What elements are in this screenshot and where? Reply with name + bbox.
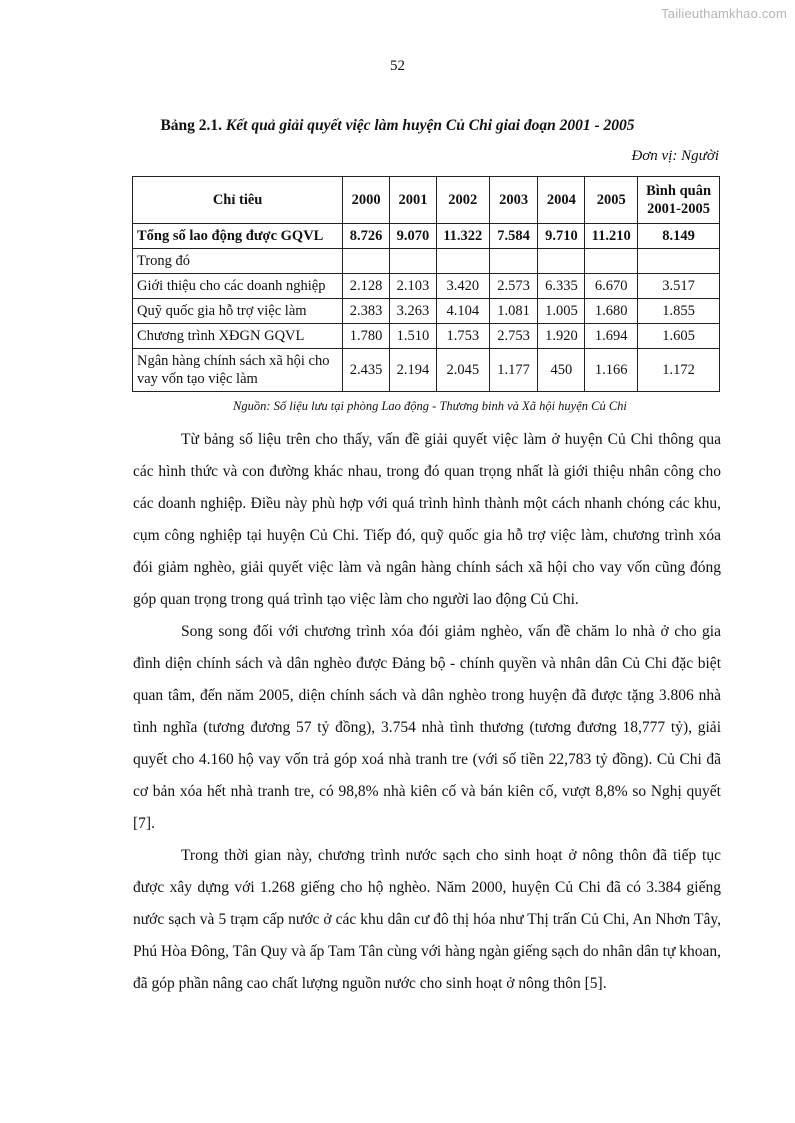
- cell: 1.081: [489, 299, 538, 324]
- body-text: [133, 424, 721, 1000]
- cell: 2.128: [343, 274, 390, 299]
- cell: 450: [538, 349, 585, 392]
- cell: 2.045: [436, 349, 489, 392]
- row-label: Giới thiệu cho các doanh nghiệp: [133, 274, 343, 299]
- cell: 1.920: [538, 324, 585, 349]
- cell: [638, 249, 720, 274]
- cell: [489, 249, 538, 274]
- cell: 2.753: [489, 324, 538, 349]
- header-average: Bình quân 2001-2005: [638, 177, 720, 224]
- cell: [343, 249, 390, 274]
- row-label: Quỹ quốc gia hỗ trợ việc làm: [133, 299, 343, 324]
- page-number: 52: [390, 58, 405, 74]
- cell: 1.177: [489, 349, 538, 392]
- header-2005: 2005: [585, 177, 638, 224]
- cell: 7.584: [489, 224, 538, 249]
- paragraph: Từ bảng số liệu trên cho thấy, vấn đề giải quyết việc làm ở huyện Củ Chi thông qua các hình thức và con đường khác nhau, trong đó quan trọng nhất là giới thiệu nhân công cho các doanh nghiệp. Điều này phù hợp với quá trình hình thành một cách nhanh chóng các khu, cụm công nghiệp tại huyện Củ Chi. Tiếp đó, quỹ quốc gia hỗ trợ việc làm, chương trình xóa đói giảm nghèo, giải quyết việc làm và ngân hàng chính sách xã hội cho vay vốn cũng đóng góp quan trọng trong quá trình tạo việc làm cho người lao động Củ Chi.: [133, 431, 721, 608]
- paragraph: Trong thời gian này, chương trình nước sạch cho sinh hoạt ở nông thôn đã tiếp tục được xây dựng với 1.268 giếng cho hộ nghèo. Năm 2000, huyện Củ Chi đã có 3.384 giếng nước sạch và 5 trạm cấp nước ở các khu dân cư đô thị hóa như Thị trấn Củ Chi, An Nhơn Tây, Phú Hòa Đông, Tân Quy và ấp Tam Tân cùng với hàng ngàn giếng sạch do nhân dân tự khoan, đã góp phần nâng cao chất lượng nguồn nước cho sinh hoạt ở nông thôn [5].: [133, 847, 721, 992]
- table-source-note: Nguồn: Số liệu lưu tại phòng Lao động - Thương binh và Xã hội huyện Củ Chi: [233, 399, 627, 413]
- row-label: Ngân hàng chính sách xã hội cho vay vốn tạo việc làm: [133, 349, 343, 392]
- paragraph: Song song đối với chương trình xóa đói giảm nghèo, vấn đề chăm lo nhà ở cho gia đình diện chính sách và dân nghèo được Đảng bộ - chính quyền và nhân dân Củ Chi đặc biệt quan tâm, đến năm 2005, diện chính sách và dân nghèo trong huyện đã được tặng 3.806 nhà tình nghĩa (tương đương 57 tỷ đồng), 3.754 nhà tình thương (tương đương 18,777 tỷ), giải quyết cho 4.160 hộ vay vốn trả góp xoá nhà tranh tre (với số tiền 22,783 tỷ đồng). Củ Chi đã cơ bản xóa hết nhà tranh tre, có 98,8% nhà kiên cố và bán kiên cố, vượt 8,8% so Nghị quyết [7].: [133, 623, 721, 832]
- cell: 2.194: [390, 349, 437, 392]
- cell: 9.070: [390, 224, 437, 249]
- cell: [436, 249, 489, 274]
- header-2000: 2000: [343, 177, 390, 224]
- cell: 8.726: [343, 224, 390, 249]
- cell: 1.855: [638, 299, 720, 324]
- cell: 1.694: [585, 324, 638, 349]
- unit-label: Đơn vị: Người: [631, 148, 719, 164]
- cell: 11.210: [585, 224, 638, 249]
- table-row: [133, 249, 720, 274]
- table-row: [133, 299, 720, 324]
- cell: 1.172: [638, 349, 720, 392]
- row-label: Trong đó: [133, 249, 343, 274]
- cell: 3.420: [436, 274, 489, 299]
- cell: 2.383: [343, 299, 390, 324]
- cell: 1.605: [638, 324, 720, 349]
- cell: 6.670: [585, 274, 638, 299]
- cell: 11.322: [436, 224, 489, 249]
- cell: 1.780: [343, 324, 390, 349]
- cell: [538, 249, 585, 274]
- table-title: [0, 117, 795, 135]
- cell: 1.510: [390, 324, 437, 349]
- table-row: [133, 349, 720, 392]
- cell: 2.103: [390, 274, 437, 299]
- header-2003: 2003: [489, 177, 538, 224]
- row-label: Chương trình XĐGN GQVL: [133, 324, 343, 349]
- cell: 1.753: [436, 324, 489, 349]
- table-row: [133, 224, 720, 249]
- header-indicator: Chỉ tiêu: [133, 177, 343, 224]
- table-header-row: [133, 177, 720, 224]
- cell: 2.435: [343, 349, 390, 392]
- cell: 8.149: [638, 224, 720, 249]
- cell: 1.680: [585, 299, 638, 324]
- cell: 6.335: [538, 274, 585, 299]
- cell: 4.104: [436, 299, 489, 324]
- header-2001: 2001: [390, 177, 437, 224]
- cell: 9.710: [538, 224, 585, 249]
- header-2002: 2002: [436, 177, 489, 224]
- cell: 1.166: [585, 349, 638, 392]
- table-title-text: Kết quả giải quyết việc làm huyện Củ Chi giai đoạn 2001 - 2005: [225, 117, 635, 134]
- table-row: [133, 274, 720, 299]
- cell: 3.263: [390, 299, 437, 324]
- cell: 1.005: [538, 299, 585, 324]
- cell: 2.573: [489, 274, 538, 299]
- header-2004: 2004: [538, 177, 585, 224]
- results-table: [132, 176, 720, 392]
- table-row: [133, 324, 720, 349]
- table-title-label: Bảng 2.1.: [160, 117, 223, 134]
- cell: [390, 249, 437, 274]
- row-label: Tổng số lao động được GQVL: [133, 224, 343, 249]
- cell: 3.517: [638, 274, 720, 299]
- cell: [585, 249, 638, 274]
- watermark: Tailieuthamkhao.com: [661, 6, 787, 21]
